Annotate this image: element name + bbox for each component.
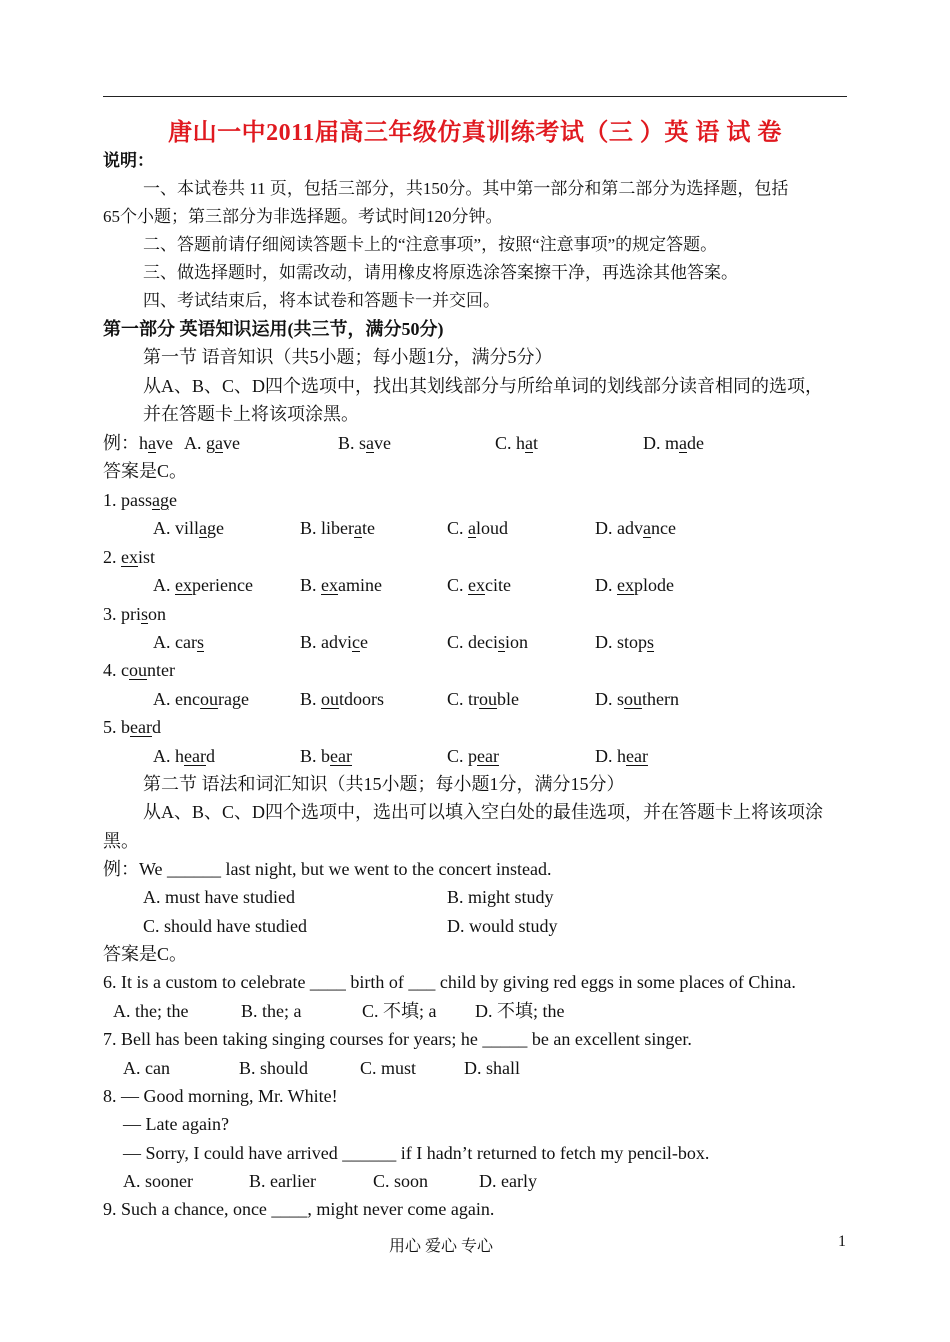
question-stem: 8. — Good morning, Mr. White! — [103, 1086, 338, 1106]
example-stem: 例：We ______ last night, but we went to the concert instead. — [103, 859, 552, 879]
question-stem: 6. It is a custom to celebrate ____ birth of ___ child by giving red eggs in some places of China. — [103, 972, 796, 992]
option-a: A. heard — [153, 746, 215, 766]
option-c: C. decision — [447, 632, 529, 652]
option-b: B. bear — [300, 746, 352, 766]
question-stem: 3. prison — [103, 604, 167, 624]
dialog-line: — Sorry, I could have arrived ______ if I hadn’t returned to fetch my pencil-box. — [123, 1143, 710, 1163]
option-d: D. shall — [464, 1058, 520, 1078]
header-rule — [103, 96, 847, 97]
option-c: C. trouble — [447, 689, 520, 709]
part-heading: 第一部分 英语知识运用(共三节，满分50分) — [103, 319, 444, 339]
section-instruction: 从A、B、C、D四个选项中，选出可以填入空白处的最佳选项，并在答题卡上将该项涂 — [143, 802, 824, 822]
option-b: B. liberate — [300, 518, 375, 538]
example-option-c: C. hat — [495, 433, 539, 453]
page-title: 唐山一中2011届高三年级仿真训练考试（三 ）英 语 试 卷 — [168, 120, 782, 146]
example-answer: 答案是C。 — [103, 461, 188, 481]
option-c: C. pear — [447, 746, 499, 766]
option-d: D. southern — [595, 689, 679, 709]
option-d: D. 不填; the — [475, 1001, 565, 1021]
page-number: 1 — [838, 1233, 846, 1250]
instruction-line: 一、本试卷共 11 页，包括三部分，共150分。其中第一部分和第二部分为选择题，包括 — [143, 179, 789, 198]
option-a: A. encourage — [153, 689, 249, 709]
option-d: D. advance — [595, 518, 676, 538]
option-a: A. experience — [153, 575, 253, 595]
section-instruction: 黑。 — [103, 831, 139, 851]
instructions-heading: 说明： — [103, 151, 154, 170]
option-b: B. should — [239, 1058, 309, 1078]
question-stem: 2. exist — [103, 547, 156, 567]
section-instruction: 并在答题卡上将该项涂黑。 — [143, 404, 359, 424]
question-stem: 9. Such a chance, once ____, might never come again. — [103, 1199, 495, 1219]
option-a: A. can — [123, 1058, 170, 1078]
question-stem: 1. passage — [103, 490, 177, 510]
option-d: D. explode — [595, 575, 674, 595]
section-heading: 第二节 语法和词汇知识（共15小题；每小题1分，满分15分） — [143, 774, 625, 794]
dialog-line: — Late again? — [123, 1114, 229, 1134]
question-stem: 5. beard — [103, 717, 161, 737]
option-a: A. the; the — [113, 1001, 189, 1021]
example-answer: 答案是C。 — [103, 944, 188, 964]
footer-motto: 用心 爱心 专心 — [389, 1238, 494, 1255]
question-stem: 4. counter — [103, 660, 175, 680]
option-c: C. soon — [373, 1171, 429, 1191]
option-b: B. examine — [300, 575, 382, 595]
example-option-b: B. save — [338, 433, 392, 453]
option-a: A. cars — [153, 632, 204, 652]
instruction-line: 二、答题前请仔细阅读答题卡上的“注意事项”，按照“注意事项”的规定答题。 — [143, 235, 718, 254]
instruction-line: 四、考试结束后，将本试卷和答题卡一并交回。 — [143, 291, 500, 310]
example-option-a: A. must have studied — [143, 887, 295, 907]
option-d: D. early — [479, 1171, 537, 1191]
section-heading: 第一节 语音知识（共5小题；每小题1分，满分5分） — [143, 347, 553, 367]
instruction-line: 三、做选择题时，如需改动，请用橡皮将原选涂答案擦干净，再选涂其他答案。 — [143, 263, 738, 282]
instruction-line: 65个小题；第三部分为非选择题。考试时间120分钟。 — [103, 207, 503, 226]
option-c: C. 不填; a — [362, 1001, 437, 1021]
example-option-b: B. might study — [447, 887, 554, 907]
option-a: A. village — [153, 518, 225, 538]
example-option-c: C. should have studied — [143, 916, 307, 936]
option-a: A. sooner — [123, 1171, 193, 1191]
option-c: C. aloud — [447, 518, 509, 538]
example-option-d: D. would study — [447, 916, 558, 936]
example-option-d: D. made — [643, 433, 704, 453]
example-option-a: A. gave — [184, 433, 240, 453]
option-b: B. earlier — [249, 1171, 316, 1191]
option-b: B. advice — [300, 632, 368, 652]
example-word: 例：have — [103, 433, 173, 453]
option-c: C. excite — [447, 575, 511, 595]
option-d: D. stops — [595, 632, 655, 652]
option-b: B. the; a — [241, 1001, 302, 1021]
question-stem: 7. Bell has been taking singing courses for years; he _____ be an excellent singer. — [103, 1029, 692, 1049]
section-instruction: 从A、B、C、D四个选项中，找出其划线部分与所给单词的划线部分读音相同的选项， — [143, 376, 824, 396]
option-c: C. must — [360, 1058, 417, 1078]
option-b: B. outdoors — [300, 689, 385, 709]
option-d: D. hear — [595, 746, 648, 766]
